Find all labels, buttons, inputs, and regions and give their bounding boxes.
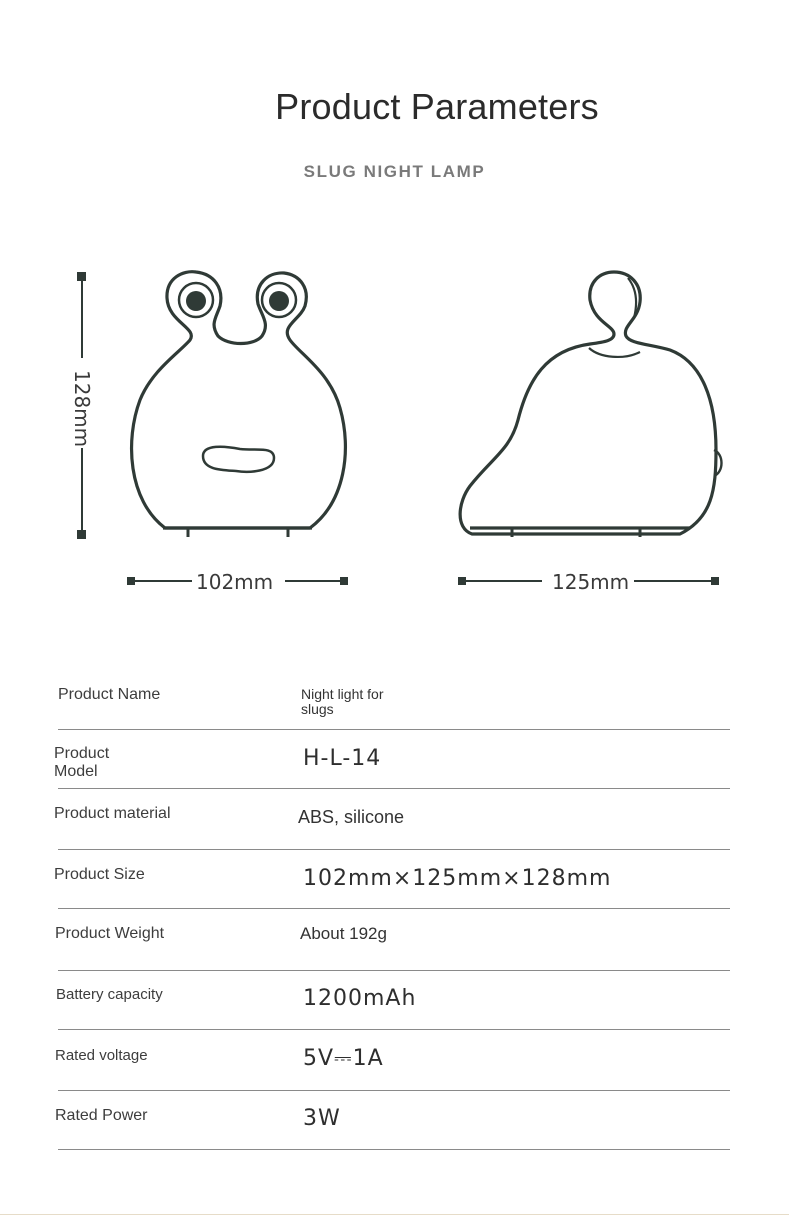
product-subtitle: SLUG NIGHT LAMP	[303, 162, 486, 181]
row-divider	[58, 729, 730, 730]
slug-lamp-diagram	[0, 240, 789, 620]
row-divider	[58, 788, 730, 789]
dimension-drawing	[0, 240, 789, 620]
row-divider	[58, 849, 730, 850]
spec-label: Product Name	[58, 686, 161, 703]
page-bottom-line	[0, 1214, 789, 1215]
left-eye-icon	[186, 291, 206, 311]
right-eye-icon	[269, 291, 289, 311]
row-divider	[58, 1029, 730, 1030]
row-divider	[58, 908, 730, 909]
height-dimension-label: 128mm	[70, 370, 94, 448]
spec-value: 1200mAh	[303, 986, 417, 1011]
spec-label: Battery capacity	[56, 986, 163, 1003]
spec-value: H-L-14	[303, 746, 382, 771]
spec-label: Product material	[54, 805, 171, 822]
spec-label: Product Model	[54, 745, 110, 780]
slug-side-view	[460, 272, 721, 534]
spec-label: Rated voltage	[55, 1047, 148, 1064]
spec-label: Rated Power	[55, 1107, 148, 1124]
depth-dimension-label: 125mm	[552, 570, 630, 594]
width-dimension-label: 102mm	[196, 570, 274, 594]
spec-value: Night light for slugs	[301, 686, 384, 717]
spec-value: 102mm×125mm×128mm	[303, 866, 612, 891]
slug-front-view	[132, 272, 346, 528]
row-divider	[58, 1149, 730, 1150]
spec-value: 3W	[303, 1106, 341, 1131]
spec-value: About 192g	[300, 924, 387, 943]
row-divider	[58, 970, 730, 971]
page-title: Product Parameters	[275, 86, 599, 127]
spec-value: 5V⎓1A	[303, 1046, 384, 1071]
spec-value: ABS, silicone	[298, 807, 405, 827]
spec-label: Product Weight	[55, 925, 165, 942]
row-divider	[58, 1090, 730, 1091]
spec-label: Product Size	[54, 866, 145, 883]
